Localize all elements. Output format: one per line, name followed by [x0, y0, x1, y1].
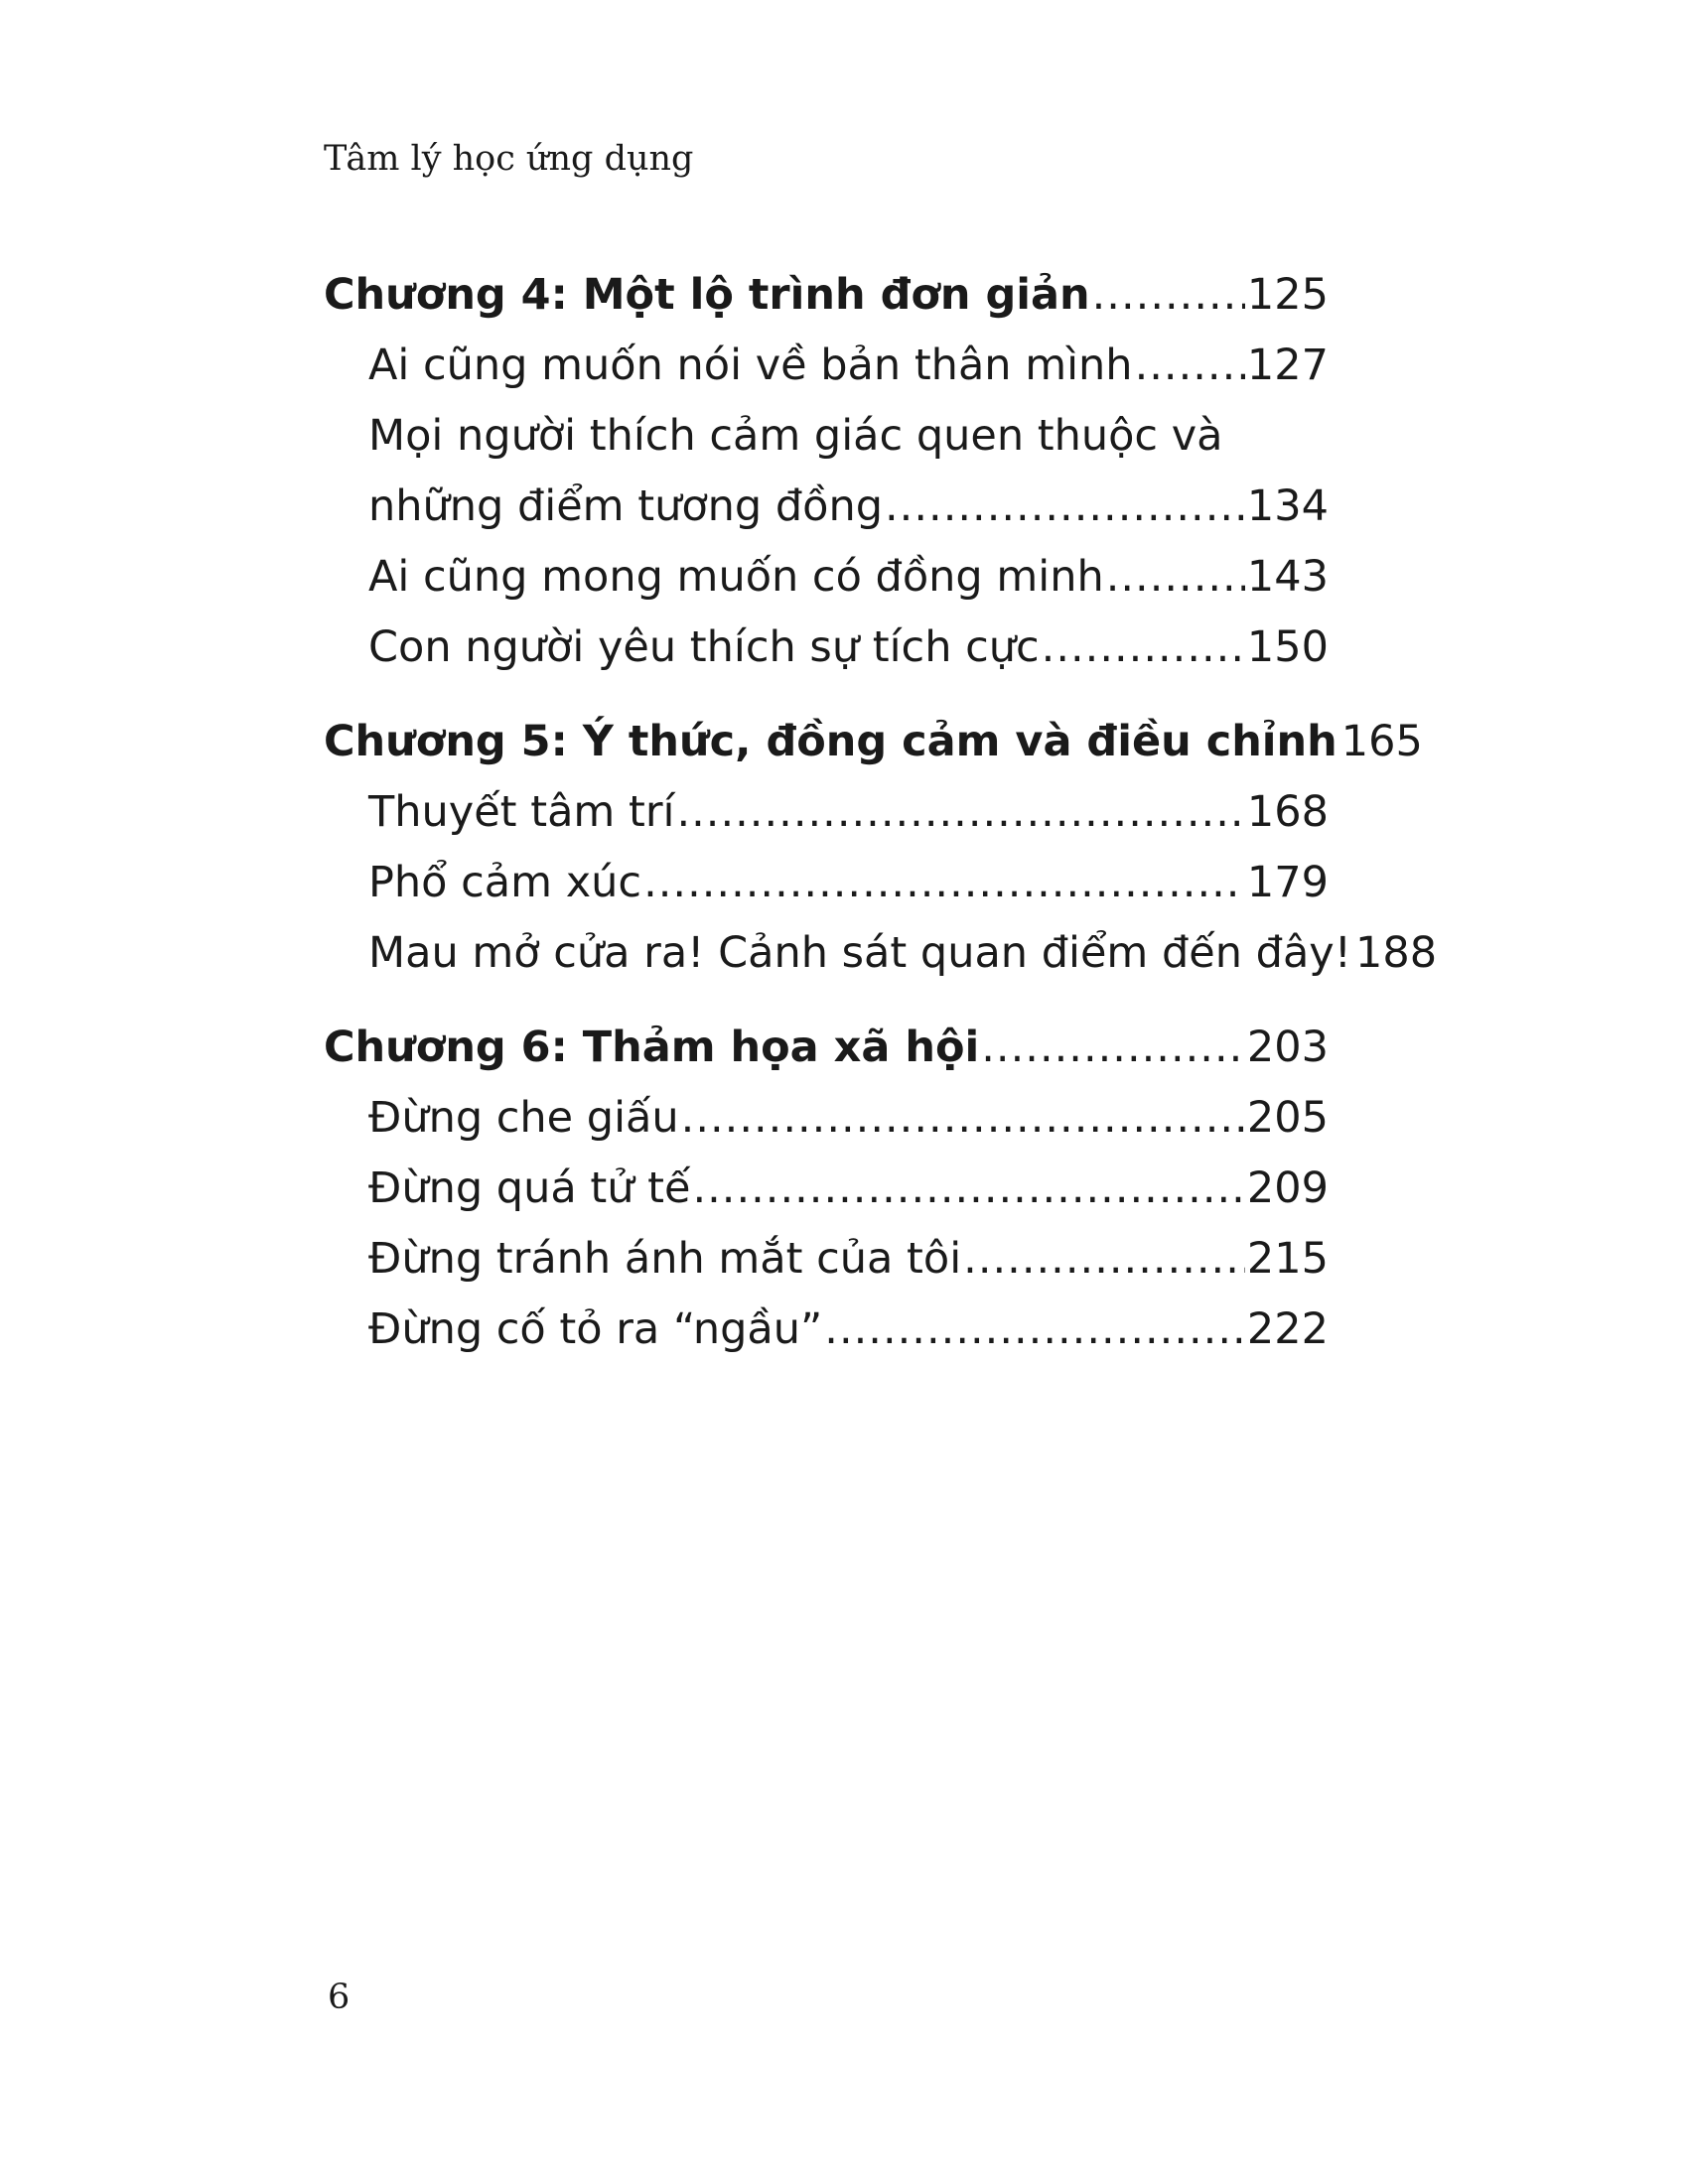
- page-ref: 215: [1246, 1234, 1329, 1284]
- section-title: Con người yêu thích sự tích cực: [368, 622, 1040, 672]
- page-ref: 127: [1246, 341, 1329, 390]
- toc-chapter-5: [324, 707, 1438, 989]
- page-number: 6: [328, 1978, 351, 2017]
- dot-leader: [981, 1013, 1245, 1083]
- section-title: Ai cũng mong muốn có đồng minh: [368, 552, 1104, 602]
- section-title: Đừng cố tỏ ra “ngầu”: [368, 1304, 823, 1354]
- page-ref: 209: [1246, 1163, 1329, 1213]
- page-ref: 165: [1340, 717, 1423, 766]
- toc-entry[interactable]: [324, 472, 1329, 542]
- page-ref: 222: [1246, 1304, 1329, 1354]
- section-title: Đừng quá tử tế: [368, 1163, 691, 1213]
- toc-entry[interactable]: [324, 613, 1329, 683]
- page-ref: 134: [1246, 481, 1329, 531]
- table-of-contents: [324, 260, 1438, 1389]
- section-title: những điểm tương đồng: [368, 481, 884, 531]
- toc-entry[interactable]: [324, 331, 1329, 401]
- toc-entry[interactable]: [324, 1224, 1329, 1295]
- page-ref: 168: [1246, 787, 1329, 837]
- dot-leader: [643, 848, 1245, 918]
- dot-leader: [1106, 542, 1245, 613]
- toc-entry-line[interactable]: [324, 401, 1329, 472]
- chapter-title: Chương 5: Ý thức, đồng cảm và điều chỉnh: [324, 717, 1337, 766]
- dot-leader: [676, 777, 1244, 848]
- chapter-title: Chương 4: Một lộ trình đơn giản: [324, 270, 1090, 320]
- dot-leader: [692, 1154, 1244, 1224]
- toc-entry[interactable]: [324, 918, 1438, 989]
- toc-entry[interactable]: [324, 542, 1329, 613]
- section-title: Mau mở cửa ra! Cảnh sát quan điểm đến đây!: [368, 928, 1351, 978]
- toc-entry[interactable]: [324, 1083, 1329, 1154]
- toc-chapter-4: [324, 260, 1329, 683]
- page-ref: 188: [1355, 928, 1438, 978]
- page-ref: 203: [1246, 1023, 1329, 1072]
- running-header: Tâm lý học ứng dụng: [324, 139, 694, 179]
- dot-leader: [681, 1083, 1245, 1154]
- toc-entry[interactable]: [324, 848, 1329, 918]
- section-title: Đừng tránh ánh mắt của tôi: [368, 1234, 962, 1284]
- dot-leader: [824, 1295, 1245, 1365]
- dot-leader: [885, 472, 1245, 542]
- page-ref: 179: [1246, 858, 1329, 907]
- toc-entry[interactable]: [324, 1154, 1329, 1224]
- toc-chapter-6: [324, 1013, 1329, 1365]
- section-title: Ai cũng muốn nói về bản thân mình: [368, 341, 1133, 390]
- section-title: Đừng che giấu: [368, 1093, 679, 1143]
- toc-entry[interactable]: [324, 1295, 1329, 1365]
- section-title: Mọi người thích cảm giác quen thuộc và: [368, 411, 1223, 461]
- toc-entry[interactable]: [324, 777, 1329, 848]
- toc-entry[interactable]: [324, 1013, 1329, 1083]
- chapter-title: Chương 6: Thảm họa xã hội: [324, 1023, 980, 1072]
- page-ref: 205: [1246, 1093, 1329, 1143]
- toc-entry[interactable]: [324, 707, 1423, 777]
- section-title: Phổ cảm xúc: [368, 858, 642, 907]
- dot-leader: [1135, 331, 1245, 401]
- page-ref: 125: [1246, 270, 1329, 320]
- dot-leader: [963, 1224, 1245, 1295]
- page-ref: 150: [1246, 622, 1329, 672]
- dot-leader: [1042, 613, 1245, 683]
- toc-entry[interactable]: [324, 260, 1329, 331]
- section-title: Thuyết tâm trí: [368, 787, 675, 837]
- dot-leader: [1092, 260, 1245, 331]
- page-ref: 143: [1246, 552, 1329, 602]
